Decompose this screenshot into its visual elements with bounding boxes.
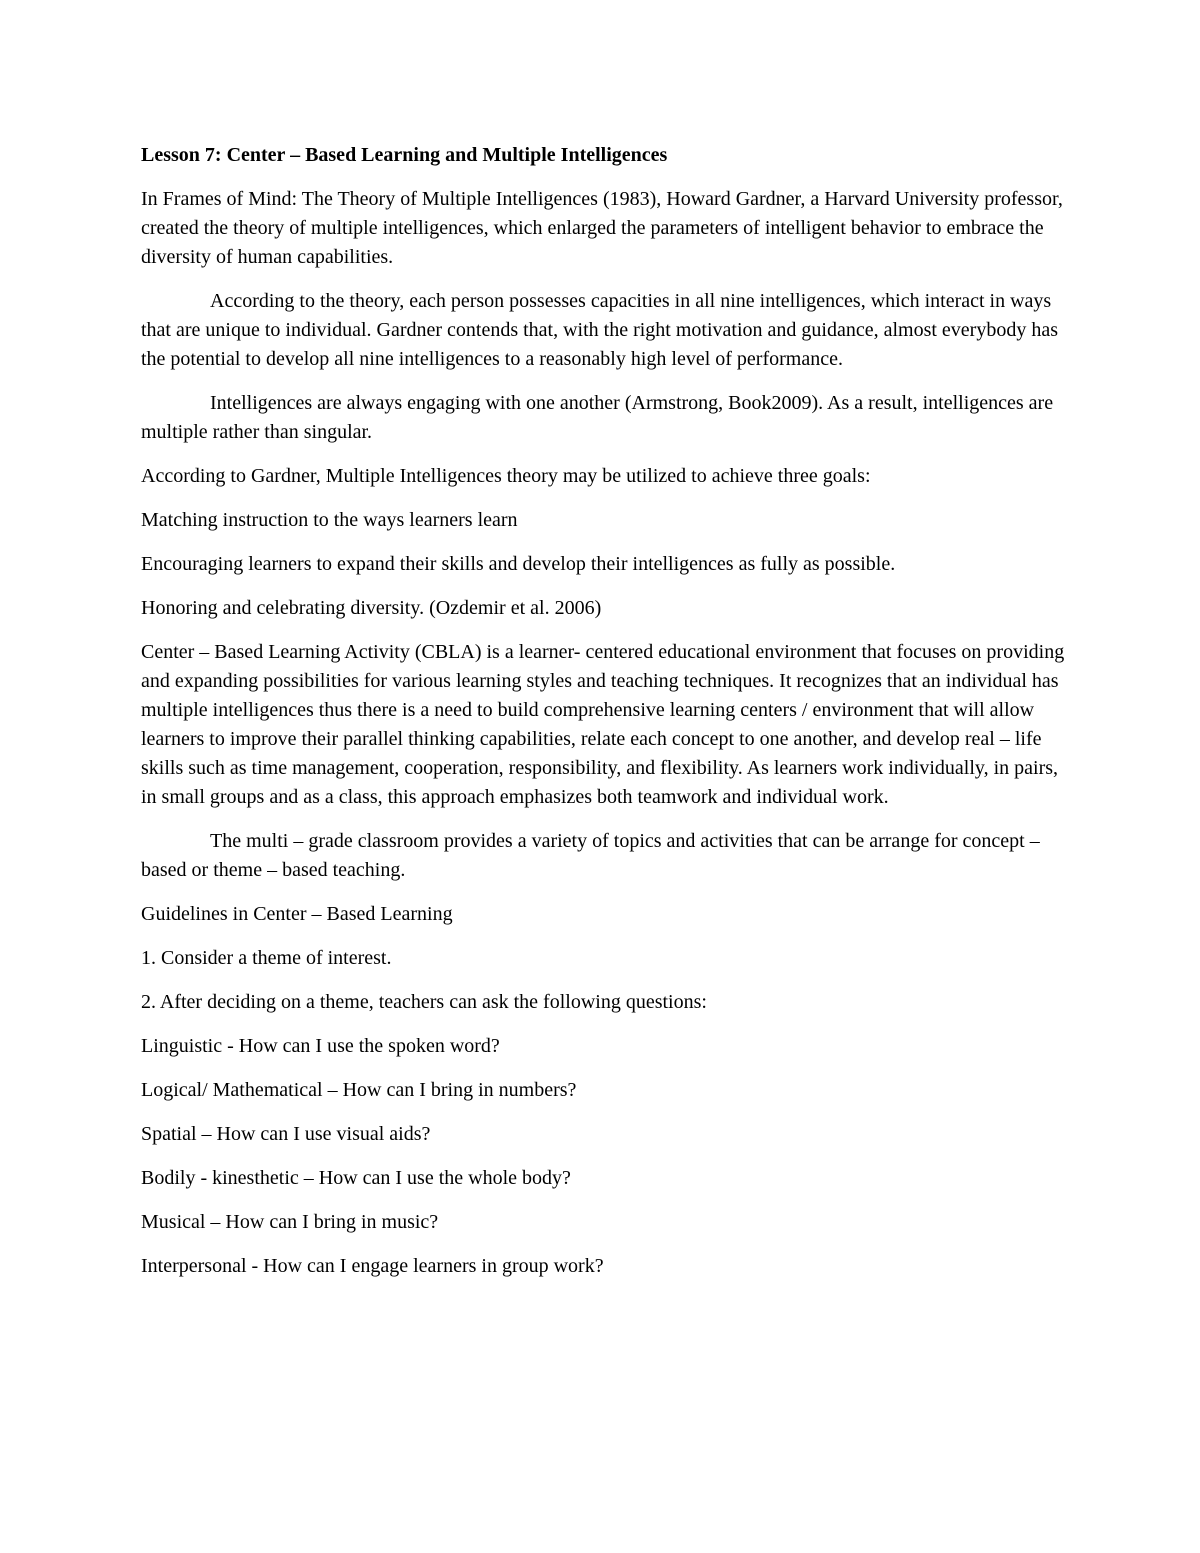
paragraph-multi-grade: The multi – grade classroom provides a variety of topics and activities that can be arrange for concept – based or theme – based teaching. [141, 830, 1040, 881]
guideline-item-1: 1. Consider a theme of interest. [141, 947, 392, 969]
paragraph-frames-of-mind: In Frames of Mind: The Theory of Multiple Intelligences (1983), Howard Gardner, a Harvard University professor, created the theory of multiple intelligences, which enlarged the parameters of intelligent behavior to embrace the diversity of human capabilities. [141, 188, 1063, 268]
question-bodily-kinesthetic: Bodily - kinesthetic – How can I use the whole body? [141, 1167, 571, 1189]
question-linguistic: Linguistic - How can I use the spoken word? [141, 1035, 500, 1057]
document-body [141, 141, 1066, 1296]
guidelines-heading: Guidelines in Center – Based Learning [141, 903, 453, 925]
guideline-item-2: 2. After deciding on a theme, teachers can ask the following questions: [141, 991, 707, 1013]
paragraph-three-goals: According to Gardner, Multiple Intelligences theory may be utilized to achieve three goals: [141, 465, 871, 487]
paragraph-intelligences-engaging: Intelligences are always engaging with one another (Armstrong, Book2009). As a result, intelligences are multiple rather than singular. [141, 392, 1054, 443]
question-musical: Musical – How can I bring in music? [141, 1211, 439, 1233]
goal-item-encouraging: Encouraging learners to expand their skills and develop their intelligences as fully as possible. [141, 553, 896, 575]
question-interpersonal: Interpersonal - How can I engage learners in group work? [141, 1255, 604, 1277]
paragraph-theory-capacities: According to the theory, each person possesses capacities in all nine intelligences, which interact in ways that are unique to individual. Gardner contends that, with the right motivation and guidance, almost everybody has the potential to develop all nine intelligences to a reasonably high level of performance. [141, 290, 1058, 370]
question-spatial: Spatial – How can I use visual aids? [141, 1123, 431, 1145]
question-logical-mathematical: Logical/ Mathematical – How can I bring in numbers? [141, 1079, 577, 1101]
goal-item-matching: Matching instruction to the ways learners learn [141, 509, 518, 531]
lesson-title: Lesson 7: Center – Based Learning and Multiple Intelligences [141, 144, 668, 166]
paragraph-cbla-definition: Center – Based Learning Activity (CBLA) is a learner- centered educational environment that focuses on providing and expanding possibilities for various learning styles and teaching techniques. It recognizes that an individual has multiple intelligences thus there is a need to build comprehensive learning centers / environment that will allow learners to improve their parallel thinking capabilities, relate each concept to one another, and develop real – life skills such as time management, cooperation, responsibility, and flexibility. As learners work individually, in pairs, in small groups and as a class, this approach emphasizes both teamwork and individual work. [141, 641, 1065, 808]
goal-item-honoring: Honoring and celebrating diversity. (Ozdemir et al. 2006) [141, 597, 602, 619]
